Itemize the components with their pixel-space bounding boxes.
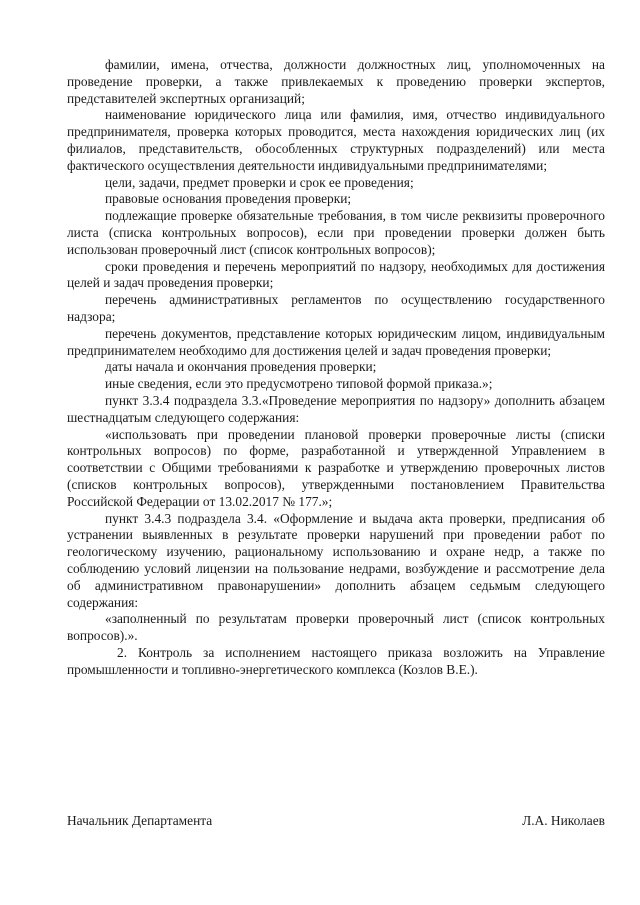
paragraph-1: фамилии, имена, отчества, должности должностных лиц, уполномоченных на проведение проверки, а также привлекаемых к проведению проверки экспертов, представителей экспертных организаций;: [67, 57, 605, 106]
paragraph-3: цели, задачи, предмет проверки и срок ее проведения;: [105, 174, 414, 190]
document-body: [67, 57, 605, 678]
paragraph-11: пункт 3.3.4 подраздела 3.3.«Проведение мероприятия по надзору» дополнить абзацем шестнадцатым следующего содержания:: [67, 392, 605, 425]
signatory-name: Л.А. Николаев: [522, 813, 605, 828]
paragraph-2: наименование юридического лица или фамилия, имя, отчество индивидуального предпринимателя, проверка которых проводится, места нахождения юридических лиц (их филиалов, представительств, обособленных структурных подразделений) или места фактического осуществления деятельности индивидуальными предпринимателями;: [67, 107, 605, 173]
paragraph-6: сроки проведения и перечень мероприятий по надзору, необходимых для достижения целей и задач проведения проверки;: [67, 258, 605, 291]
paragraph-8: перечень документов, представление которых юридическим лицом, индивидуальным предпринимателем необходимо для достижения целей и задач проведения проверки;: [67, 325, 605, 358]
paragraph-13: пункт 3.4.3 подраздела 3.4. «Оформление и выдача акта проверки, предписания об устранении выявленных в результате проверки нарушений при проведении работ по геологическому изучению, рациональному использованию и охране недр, а также по соблюдению условий лицензии на пользование недрами, возбуждение и рассмотрение дела об административном правонарушении» дополнить абзацем седьмым следующего содержания:: [67, 510, 605, 610]
paragraph-7: перечень административных регламентов по осуществлению государственного надзора;: [67, 292, 605, 324]
paragraph-15: 2. Контроль за исполнением настоящего приказа возложить на Управление промышленности и топливно-энергетического комплекса (Козлов В.Е.).: [67, 644, 605, 677]
paragraph-10: иные сведения, если это предусмотрено типовой формой приказа.»;: [105, 376, 493, 392]
signature-block: [67, 813, 605, 830]
paragraph-9: даты начала и окончания проведения проверки;: [105, 359, 377, 375]
signatory-position: Начальник Департамента: [67, 813, 213, 828]
paragraph-14: «заполненный по результатам проверки проверочный лист (список контрольных вопросов).».: [67, 611, 605, 644]
paragraph-5: подлежащие проверке обязательные требования, в том числе реквизиты проверочного листа (списка контрольных вопросов), если при проведении проверки должен быть использован проверочный лист (список контрольных вопросов);: [67, 208, 605, 257]
paragraph-4: правовые основания проведения проверки;: [105, 191, 352, 207]
paragraph-12: «использовать при проведении плановой проверки проверочные листы (списки контрольных вопросов) по форме, разработанной и утвержденной Управлением в соответствии с Общими требованиями к разработке и утверждению проверочных листов (списков контрольных вопросов), утвержденными постановлением Правительства Российской Федерации от 13.02.2017 № 177.»;: [67, 426, 605, 509]
